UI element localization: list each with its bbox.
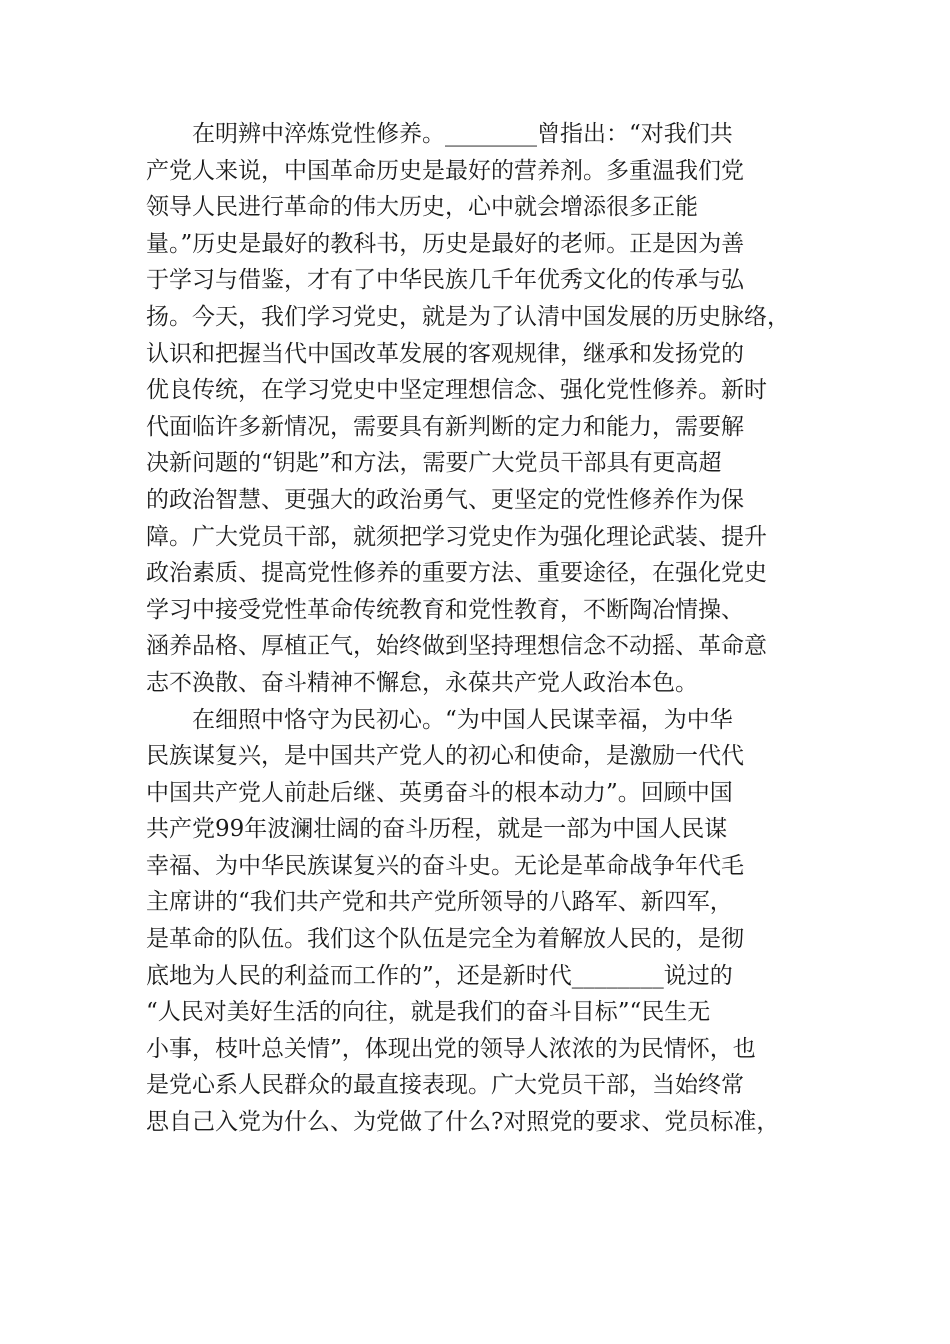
text-line: 涵养品格、厚植正气，始终做到坚持理想信念不动摇、革命意 [146, 633, 767, 660]
body-text [146, 116, 826, 1141]
text-line: 在细照中恪守为民初心。“为中国人民谋幸福，为中华 [192, 706, 733, 733]
text-line: 志不涣散、奋斗精神不懈怠，永葆共产党人政治本色。 [146, 669, 698, 696]
text-line: 扬。今天，我们学习党史，就是为了认清中国发展的历史脉络， [146, 303, 790, 330]
text-line: 主席讲的“我们共产党和共产党所领导的八路军、新四军， [146, 889, 733, 916]
text-line: 思自己入党为什么、为党做了什么?对照党的要求、党员标准， [146, 1109, 780, 1136]
text-line: 小事，枝叶总关情”，体现出党的领导人浓浓的为民情怀，也 [146, 1035, 756, 1062]
text-line: 产党人来说，中国革命历史是最好的营养剂。多重温我们党 [146, 157, 744, 184]
text-line: 幸福、为中华民族谋复兴的奋斗史。无论是革命战争年代毛 [146, 852, 744, 879]
text-line: 的政治智慧、更强大的政治勇气、更坚定的党性修养作为保 [146, 486, 744, 513]
text-line: 于学习与借鉴，才有了中华民族几千年优秀文化的传承与弘 [146, 267, 744, 294]
text-line: 是革命的队伍。我们这个队伍是完全为着解放人民的，是彻 [146, 926, 744, 953]
text-line: 认识和把握当代中国改革发展的客观规律，继承和发扬党的 [146, 340, 744, 367]
text-line: 量。”历史是最好的教科书，历史是最好的老师。正是因为善 [146, 230, 745, 257]
text-line: “人民对美好生活的向往，就是我们的奋斗目标”“民生无 [146, 999, 711, 1026]
text-line: 是党心系人民群众的最直接表现。广大党员干部，当始终常 [146, 1072, 744, 1099]
text-line: 共产党99年波澜壮阔的奋斗历程，就是一部为中国人民谋 [146, 816, 728, 843]
text-line: 在明辨中淬炼党性修养。________曾指出：“对我们共 [192, 121, 733, 147]
text-line: 底地为人民的利益而工作的”，还是新时代________说过的 [146, 962, 733, 989]
text-line: 决新问题的“钥匙”和方法，需要广大党员干部具有更高超 [146, 450, 722, 477]
text-line: 障。广大党员干部，就须把学习党史作为强化理论武装、提升 [146, 523, 767, 550]
text-line: 学习中接受党性革命传统教育和党性教育，不断陶冶情操、 [146, 596, 744, 623]
text-line: 领导人民进行革命的伟大历史，心中就会增添很多正能 [146, 194, 698, 221]
text-line: 政治素质、提高党性修养的重要方法、重要途径，在强化党史 [146, 560, 767, 587]
text-line: 优良传统，在学习党史中坚定理想信念、强化党性修养。新时 [146, 377, 767, 404]
text-line: 民族谋复兴，是中国共产党人的初心和使命，是激励一代代 [146, 743, 744, 770]
text-line: 代面临许多新情况，需要具有新判断的定力和能力，需要解 [146, 413, 744, 440]
paragraph-people-first [146, 702, 826, 1141]
text-line: 中国共产党人前赴后继、英勇奋斗的根本动力”。回顾中国 [146, 779, 733, 806]
paragraph-party-spirit [146, 116, 826, 702]
